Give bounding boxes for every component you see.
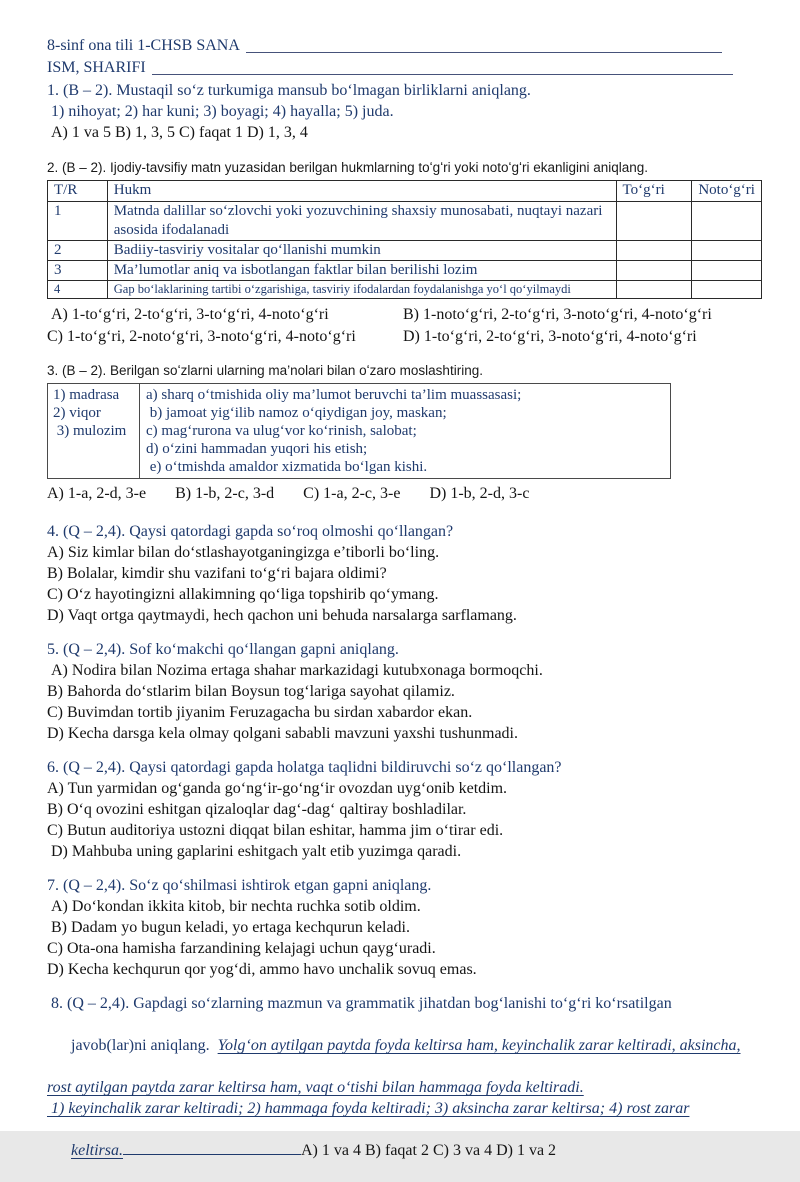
question-3 — [47, 362, 755, 504]
question-7 — [47, 875, 755, 980]
question-2-stem: 2. (B – 2). Ijodiy-tavsifiy matn yuzasidan berilgan hukmlarning toʻgʻri yoki notoʻgʻri ekanligini aniqlang. — [47, 160, 649, 175]
matching-terms-column — [48, 384, 140, 478]
col-header-notogri: Notoʻgʻri — [692, 181, 762, 202]
option-d: D) Vaqt ortga qaytmaydi, hech qachon uni behuda narsalarga sarflamang. — [47, 607, 517, 624]
matching-table — [47, 383, 671, 479]
option-b: B) Bahorda doʻstlarim bilan Boysun togʻlariga sayohat qilamiz. — [47, 683, 455, 700]
name-blank-line — [152, 61, 733, 75]
notogri-cell[interactable] — [692, 202, 762, 241]
option-a: A) Siz kimlar bilan doʻstlashayotganingizga e’tiborli boʻling. — [47, 544, 440, 561]
option-b: B) 1-notoʻgʻri, 2-toʻgʻri, 3-notoʻgʻri, 4-notoʻgʻri — [403, 306, 712, 323]
row-number: 2 — [48, 241, 108, 261]
option-c: C) 1-a, 2-c, 3-e — [303, 485, 401, 502]
header-name-line — [47, 56, 755, 78]
table-row — [48, 281, 762, 299]
header-date-line — [47, 34, 755, 56]
notogri-cell[interactable] — [692, 261, 762, 281]
table-row — [48, 202, 762, 241]
option-d: D) 1-toʻgʻri, 2-toʻgʻri, 3-notoʻgʻri, 4-notoʻgʻri — [403, 328, 697, 345]
question-5 — [47, 639, 755, 744]
question-8-stem-line-1: 8. (Q – 2,4). Gapdagi soʻzlarning mazmun va grammatik jihatdan bogʻlanishi toʻgʻri koʻrsatilgan — [47, 995, 672, 1012]
option-c: C) Oʻz hayotingizni allakimning qoʻliga topshirib qoʻymang. — [47, 586, 439, 603]
option-c: C) 1-toʻgʻri, 2-notoʻgʻri, 3-notoʻgʻri, 4-notoʻgʻri — [47, 328, 356, 345]
col-header-togri: Toʻgʻri — [616, 181, 692, 202]
option-a: A) Doʻkondan ikkita kitob, bir nechta ruchka sotib oldim. — [47, 898, 421, 915]
judgment-table — [47, 180, 762, 299]
question-8-items: 1) keyinchalik zarar keltiradi; 2) hammaga foyda keltiradi; 3) aksincha zarar keltirsa; 4) rost zarar — [47, 1100, 690, 1117]
question-5-stem: 5. (Q – 2,4). Sof koʻmakchi qoʻllangan gapni aniqlang. — [47, 641, 399, 658]
term-3: 3) mulozim — [53, 423, 127, 439]
option-b: B) 1-b, 2-c, 3-d — [175, 485, 275, 502]
matching-definitions-column — [140, 384, 670, 478]
answer-blank-line — [123, 1141, 301, 1155]
judgment-table-header-row — [48, 181, 762, 202]
option-a: A) 1-a, 2-d, 3-e — [47, 485, 147, 502]
row-statement: Matnda dalillar soʻzlovchi yoki yozuvchining shaxsiy munosabati, nuqtayi nazari asosida ifodalanadi — [107, 202, 616, 241]
option-a: A) Nodira bilan Nozima ertaga shahar markazidagi kutubxonaga bormoqchi. — [47, 662, 543, 679]
question-2 — [47, 159, 755, 347]
definition-c: c) magʻrurona va ulugʻvor koʻrinish, salobat; — [146, 423, 417, 439]
definition-e: e) oʻtmishda amaldor xizmatida boʻlgan kishi. — [146, 459, 428, 475]
row-statement: Badiiy-tasviriy vositalar qoʻllanishi mumkin — [107, 241, 616, 261]
question-1-items: 1) nihoyat; 2) har kuni; 3) boyagi; 4) hayalla; 5) juda. — [47, 103, 394, 120]
question-8 — [47, 993, 755, 1182]
togri-cell[interactable] — [616, 241, 692, 261]
table-row — [48, 241, 762, 261]
term-1: 1) madrasa — [53, 387, 120, 403]
question-2-options-row-2 — [47, 326, 755, 347]
option-a: A) 1-toʻgʻri, 2-toʻgʻri, 3-toʻgʻri, 4-notoʻgʻri — [47, 306, 329, 323]
term-2: 2) viqor — [53, 405, 101, 421]
option-a: A) Tun yarmidan ogʻganda goʻngʻir-goʻngʻir ovozdan uygʻonib ketdim. — [47, 780, 508, 797]
option-d: D) 1-b, 2-d, 3-c — [429, 485, 530, 502]
example-sentence-part-2: rost aytilgan paytda zarar keltirsa ham, vaqt oʻtishi bilan hammaga foyda keltiradi. — [47, 1079, 584, 1096]
question-6-stem: 6. (Q – 2,4). Qaysi qatordagi gapda holatga taqlidni bildiruvchi soʻz qoʻllangan? — [47, 759, 562, 776]
question-8-stem-continuation: javob(lar)ni aniqlang. — [71, 1037, 218, 1054]
togri-cell[interactable] — [616, 281, 692, 299]
togri-cell[interactable] — [616, 202, 692, 241]
question-7-stem: 7. (Q – 2,4). Soʻz qoʻshilmasi ishtirok etgan gapni aniqlang. — [47, 877, 432, 894]
table-row — [48, 261, 762, 281]
row-number: 3 — [48, 261, 108, 281]
option-d: D) Kecha darsga kela olmay qolgani sababli mavzuni yaxshi tushunmadi. — [47, 725, 518, 742]
row-number: 4 — [48, 281, 108, 299]
definition-b: b) jamoat yigʻilib namoz oʻqiydigan joy, maskan; — [146, 405, 447, 421]
date-label: 8-sinf ona tili 1-CHSB SANA — [47, 37, 240, 54]
notogri-cell[interactable] — [692, 281, 762, 299]
option-d: D) Mahbuba uning gaplarini eshitgach yalt etib yuzimga qaradi. — [47, 843, 462, 860]
question-8-options: A) 1 va 4 B) faqat 2 C) 3 va 4 D) 1 va 2 — [301, 1142, 557, 1159]
option-c: C) Ota-ona hamisha farzandining kelajagi uchun qaygʻuradi. — [47, 940, 436, 957]
question-8-last-line — [47, 1119, 755, 1182]
date-blank-line — [246, 39, 722, 53]
name-label: ISM, SHARIFI — [47, 59, 146, 76]
definition-a: a) sharq oʻtmishida oliy ma’lumot beruvchi ta’lim muassasasi; — [146, 387, 522, 403]
question-1-stem: 1. (B – 2). Mustaqil soʻz turkumiga mansub boʻlmagan birliklarni aniqlang. — [47, 82, 531, 99]
definition-d: d) oʻzini hammadan yuqori his etish; — [146, 441, 368, 457]
question-8-stem-line-2 — [47, 1014, 755, 1077]
option-d: D) Kecha kechqurun qor yogʻdi, ammo havo unchalik sovuq emas. — [47, 961, 477, 978]
question-1-options: A) 1 va 5 B) 1, 3, 5 C) faqat 1 D) 1, 3, 4 — [47, 124, 308, 141]
notogri-cell[interactable] — [692, 241, 762, 261]
togri-cell[interactable] — [616, 261, 692, 281]
question-6 — [47, 757, 755, 862]
row-number: 1 — [48, 202, 108, 241]
col-header-tr: T/R — [48, 181, 108, 202]
question-3-options — [47, 483, 755, 504]
option-b: B) Oʻq ovozini eshitgan qizaloqlar dagʻ-dagʻ qaltiray boshladilar. — [47, 801, 467, 818]
question-3-stem: 3. (B – 2). Berilgan soʻzlarni ularning ma’nolari bilan oʻzaro moslashtiring. — [47, 363, 483, 378]
question-1 — [47, 80, 755, 143]
row-statement: Ma’lumotlar aniq va isbotlangan faktlar bilan berilishi lozim — [107, 261, 616, 281]
question-4-stem: 4. (Q – 2,4). Qaysi qatordagi gapda soʻroq olmoshi qoʻllangan? — [47, 523, 454, 540]
question-2-options-row-1 — [47, 304, 755, 325]
question-8-items-end: keltirsa. — [71, 1142, 123, 1159]
option-c: C) Buvimdan tortib jiyanim Feruzagacha bu sirdan xabardor ekan. — [47, 704, 473, 721]
option-b: B) Bolalar, kimdir shu vazifani toʻgʻri bajara oldimi? — [47, 565, 387, 582]
question-4 — [47, 521, 755, 626]
option-b: B) Dadam yo bugun keladi, yo ertaga kechqurun keladi. — [47, 919, 410, 936]
option-c: C) Butun auditoriya ustozni diqqat bilan eshitar, hamma jim oʻtirar edi. — [47, 822, 504, 839]
example-sentence-part-1: Yolgʻon aytilgan paytda foyda keltirsa ham, keyinchalik zarar keltiradi, aksincha, — [217, 1037, 741, 1054]
row-statement: Gap boʻlaklarining tartibi oʻzgarishiga, tasviriy ifodalardan foydalanishga yoʻl qoʻyilmaydi — [107, 281, 616, 299]
col-header-hukm: Hukm — [107, 181, 616, 202]
